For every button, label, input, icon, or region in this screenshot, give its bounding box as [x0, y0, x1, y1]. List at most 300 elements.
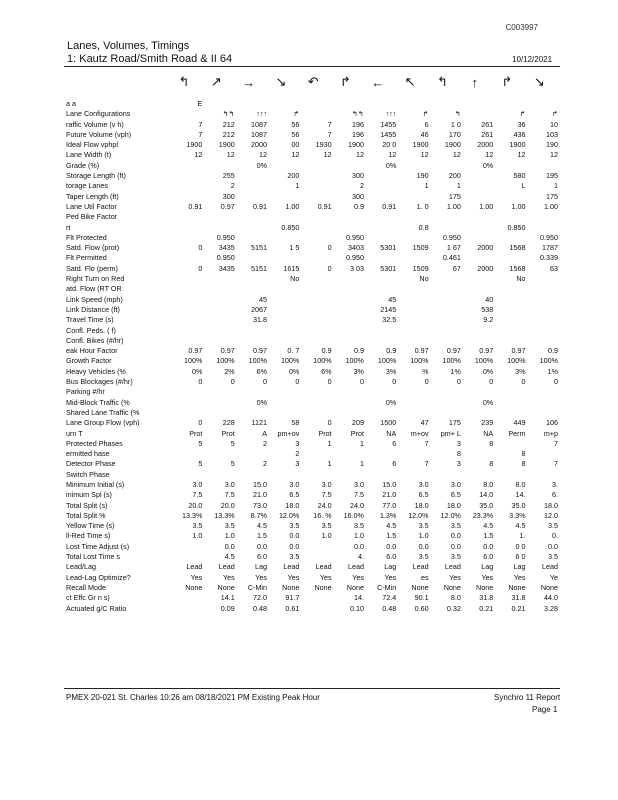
cell-nbr: 1: [456, 181, 461, 191]
cell-sbr: 3.5: [548, 552, 558, 562]
cell-sbl: 31.8: [479, 593, 494, 603]
row-label: Protected Phases: [66, 438, 123, 448]
cell-ebr: C-Min: [247, 582, 268, 592]
table-row: [66, 274, 558, 284]
table-row: [66, 326, 558, 336]
cell-nbt: [396, 387, 428, 397]
cell-nbl: 2145: [380, 304, 397, 314]
cell-wbt: 3.5: [321, 521, 332, 531]
cell-wbt: 16. %: [313, 510, 332, 520]
cell-nbr: pm+ L: [440, 428, 461, 438]
cell-sbl: 0: [489, 377, 494, 387]
page-number: Page 1: [532, 705, 558, 714]
cell-wbr: 3.5: [353, 521, 364, 531]
cell-sbr: [526, 284, 558, 294]
cell-wbt: [299, 181, 331, 191]
table-row: [66, 315, 558, 325]
cell-wbr: [332, 449, 364, 459]
cell-sbl: 0%: [482, 160, 494, 170]
cell-nbl: 15.0: [382, 479, 397, 489]
cell-ebt: [202, 336, 234, 346]
cell-nbl: 1455: [380, 119, 397, 129]
cell-sbl: 0.0: [483, 541, 494, 551]
cell-sbr: Ye: [549, 572, 558, 582]
cell-ebt: [202, 315, 234, 325]
table-row: [66, 120, 558, 130]
cell-ebt: 20.0: [220, 500, 235, 510]
cell-wbt: 0: [327, 243, 332, 253]
table-row: [66, 511, 558, 521]
cell-ebl: [170, 604, 202, 614]
row-label: Lead/Lag: [66, 562, 96, 572]
cell-sbl: [461, 274, 493, 284]
cell-wbl: No: [290, 274, 300, 284]
cell-wbt: 100%: [313, 356, 332, 366]
cell-wbr: [332, 398, 364, 408]
cell-sbl: 261: [481, 119, 494, 129]
cell-sbr: 1%: [547, 366, 558, 376]
bend-up-right-icon: ↱: [501, 74, 513, 89]
cell-wbt: None: [314, 582, 332, 592]
cell-ebr: 45: [259, 294, 268, 304]
cell-nbr: 3: [456, 459, 461, 469]
cell-nbr: 0.461: [442, 253, 461, 263]
table-row: [66, 449, 558, 459]
cell-sbr: [526, 398, 558, 408]
cell-ebl: [170, 593, 202, 603]
cell-wbl: [267, 315, 299, 325]
cell-ebl: 0.97: [188, 346, 203, 356]
cell-ebr: 2000: [251, 140, 268, 150]
cell-nbl: [364, 336, 396, 346]
cell-ebr: 8.7%: [250, 510, 268, 520]
table-row: [66, 604, 558, 614]
cell-wbr: [332, 305, 364, 315]
cell-ebt: [202, 449, 234, 459]
cell-wbl: [267, 398, 299, 408]
cell-nbr: 3.0: [450, 479, 461, 489]
cell-wbl: [267, 336, 299, 346]
cell-nbr: 1 67: [446, 243, 461, 253]
cell-ebt: 212: [222, 129, 235, 139]
cell-nbr: 12.0%: [440, 510, 461, 520]
row-label: Total Split %: [66, 510, 106, 520]
cell-wbr: 1900: [347, 140, 364, 150]
cell-sbr: [526, 99, 558, 109]
cell-wbr: [332, 326, 364, 336]
cell-wbt: 1.0: [321, 531, 332, 541]
row-label: Detector Phase: [66, 459, 116, 469]
cell-sbl: [461, 223, 493, 233]
cell-wbl: 00: [291, 140, 300, 150]
cell-nbl: 1.3%: [379, 510, 397, 520]
cell-wbt: [299, 233, 331, 243]
table-row: [66, 521, 558, 531]
cell-ebl: [170, 212, 202, 222]
cell-nbl: Yes: [384, 572, 397, 582]
cell-sbt: 8: [521, 459, 526, 469]
cell-nbr: 6.5: [450, 490, 461, 500]
cell-wbt: 0: [327, 377, 332, 387]
cell-sbt: [493, 295, 525, 305]
cell-nbl: [364, 408, 396, 418]
cell-ebr: 6.0: [257, 552, 268, 562]
cell-sbl: [461, 99, 493, 109]
cell-ebl: [170, 315, 202, 325]
cell-sbt: 1.: [519, 531, 526, 541]
cell-nbr: 1.00: [446, 201, 461, 211]
table-row: [66, 562, 558, 572]
cell-sbt: Lag: [513, 562, 526, 572]
cell-nbt: 0.8: [418, 222, 429, 232]
cell-sbt: [493, 470, 525, 480]
cell-sbt: [493, 387, 525, 397]
cell-sbl: 261: [481, 129, 494, 139]
cell-ebt: [202, 274, 234, 284]
cell-sbr: 3.: [552, 479, 558, 489]
cell-nbt: Lead: [412, 562, 429, 572]
cell-sbr: 3.28: [544, 603, 558, 613]
row-label: Flt Permitted: [66, 253, 107, 263]
cell-nbl: 32.5: [382, 315, 397, 325]
cell-wbr: [332, 470, 364, 480]
cell-wbl: [267, 408, 299, 418]
cell-sbr: 0.: [552, 531, 558, 541]
cell-ebr: [235, 274, 267, 284]
cell-ebr: 73.0: [253, 500, 268, 510]
cell-ebl: [170, 305, 202, 315]
cell-sbt: 8: [521, 449, 526, 459]
cell-nbr: 0.32: [446, 603, 461, 613]
cell-wbl: 0.61: [285, 603, 300, 613]
cell-nbt: [396, 305, 428, 315]
cell-wbr: 100%: [345, 356, 364, 366]
cell-sbl: 0%: [482, 366, 494, 376]
cell-ebt: 7.5: [224, 490, 235, 500]
cell-ebl: [170, 181, 202, 191]
row-label: Taper Length (ft): [66, 191, 119, 201]
cell-sbr: [526, 326, 558, 336]
cell-sbt: 36: [517, 119, 526, 129]
cell-nbt: 1900: [412, 140, 429, 150]
cell-wbt: [299, 542, 331, 552]
cell-sbl: 6.0: [483, 552, 494, 562]
cell-sbt: 0 0: [515, 541, 526, 551]
cell-sbr: [526, 336, 558, 346]
cell-ebl: [170, 233, 202, 243]
header-divider: [64, 66, 560, 67]
cell-ebt: 0.0: [224, 541, 235, 551]
cell-wbr: [332, 336, 364, 346]
cell-nbr: [429, 398, 461, 408]
cell-sbr: 0.950: [540, 232, 558, 242]
cell-ebr: 6%: [256, 366, 268, 376]
cell-wbt: [299, 99, 331, 109]
cell-ebl: [170, 449, 202, 459]
document-id: C003997: [505, 23, 538, 32]
cell-ebl: [170, 398, 202, 408]
cell-nbt: [396, 99, 428, 109]
cell-nbl: [364, 326, 396, 336]
cell-ebr: 0: [263, 377, 268, 387]
cell-ebt: [202, 387, 234, 397]
table-row: [66, 243, 558, 253]
cell-nbl: 3%: [385, 366, 397, 376]
cell-nbt: [396, 408, 428, 418]
cell-wbl: 100%: [280, 356, 300, 366]
cell-wbt: [299, 398, 331, 408]
cell-wbt: [299, 387, 331, 397]
cell-sbr: 1787: [542, 243, 558, 253]
cell-nbl: C-Min: [377, 582, 397, 592]
cell-sbt: [493, 326, 525, 336]
cell-nbl: 1.5: [386, 531, 397, 541]
cell-wbr: Prot: [350, 428, 364, 438]
table-row: [66, 439, 558, 449]
cell-wbt: [299, 552, 331, 562]
row-label: Mid-Block Traffic (%: [66, 397, 130, 407]
cell-nbl: [364, 181, 396, 191]
table-row: [66, 501, 558, 511]
row-label: Future Volume (vph): [66, 129, 132, 139]
cell-ebr: 0%: [256, 160, 268, 170]
cell-nbl: 0.48: [382, 603, 397, 613]
cell-ebr: 4.5: [257, 521, 268, 531]
cell-ebr: 5151: [251, 243, 268, 253]
cell-nbt: 0: [424, 377, 429, 387]
cell-nbr: 0.950: [442, 232, 461, 242]
cell-sbl: [461, 233, 493, 243]
cell-ebl: [170, 274, 202, 284]
cell-ebt: 0.09: [220, 603, 235, 613]
cell-sbr: 0.339: [540, 253, 558, 263]
cell-sbt: [493, 233, 525, 243]
cell-wbr: [332, 274, 364, 284]
cell-nbt: [396, 326, 428, 336]
cell-ebt: [202, 99, 234, 109]
table-row: [66, 284, 558, 294]
cell-nbr: ↰: [454, 109, 461, 119]
cell-sbt: 8.0: [515, 479, 526, 489]
cell-nbr: [429, 326, 461, 336]
row-label: ermitted hase: [66, 449, 110, 459]
cell-ebr: [235, 223, 267, 233]
table-row: [66, 295, 558, 305]
cell-wbl: 1615: [283, 263, 300, 273]
cell-wbr: 196: [351, 129, 364, 139]
cell-nbr: 3: [456, 438, 461, 448]
cell-ebl: [170, 161, 202, 171]
cell-nbr: [429, 305, 461, 315]
cell-sbt: 580: [513, 171, 526, 181]
cell-nbt: 12: [420, 150, 429, 160]
cell-sbr: [526, 315, 558, 325]
cell-ebr: [235, 336, 267, 346]
cell-wbr: [332, 295, 364, 305]
cell-sbt: None: [508, 582, 526, 592]
cell-nbt: 1.0: [418, 531, 429, 541]
cell-nbt: [396, 336, 428, 346]
cell-nbr: [429, 336, 461, 346]
cell-nbr: 0.0: [450, 541, 461, 551]
cell-sbr: 0.9: [548, 346, 558, 356]
cell-sbr: 7: [554, 459, 558, 469]
cell-wbl: [267, 212, 299, 222]
table-row: [66, 480, 558, 490]
cell-ebt: 0.950: [216, 253, 235, 263]
cell-wbt: [299, 223, 331, 233]
row-label: eak Hour Factor: [66, 346, 118, 356]
cell-wbl: [267, 295, 299, 305]
table-row: [66, 408, 558, 418]
cell-ebr: [235, 408, 267, 418]
cell-nbt: es: [420, 572, 429, 582]
row-label: Confl. Bikes (#/hr): [66, 335, 124, 345]
cell-wbr: 0.950: [345, 253, 364, 263]
cell-wbt: 7.5: [321, 490, 332, 500]
cell-wbl: [267, 387, 299, 397]
cell-sbr: [526, 223, 558, 233]
cell-sbt: 0.21: [511, 603, 526, 613]
cell-ebt: 0.97: [220, 346, 235, 356]
cell-nbr: 12: [452, 150, 461, 160]
table-row: [66, 223, 558, 233]
table-row: [66, 356, 558, 366]
row-label: Switch Phase: [66, 469, 110, 479]
cell-ebl: 7.5: [192, 490, 203, 500]
cell-nbl: 1500: [380, 418, 397, 428]
cell-nbl: 6.0: [386, 552, 397, 562]
cell-wbl: 56: [291, 119, 300, 129]
cell-sbr: 175: [546, 191, 558, 201]
cell-nbr: 1900: [444, 140, 461, 150]
cell-sbt: [493, 192, 525, 202]
cell-ebr: 31.8: [253, 315, 268, 325]
cell-nbr: 1 0: [450, 119, 461, 129]
cell-nbl: [364, 192, 396, 202]
cell-ebl: 0: [198, 263, 203, 273]
cell-ebl: 100%: [184, 356, 203, 366]
cell-wbt: Yes: [319, 572, 332, 582]
turn-u-left-icon: ↰: [178, 74, 190, 89]
cell-wbl: [267, 305, 299, 315]
cell-nbt: [396, 449, 428, 459]
table-row: [66, 459, 558, 469]
table-row: [66, 202, 558, 212]
cell-nbr: [429, 284, 461, 294]
cell-nbr: 0: [456, 377, 461, 387]
cell-wbt: 0.9: [321, 346, 332, 356]
cell-ebl: [170, 408, 202, 418]
cell-wbl: 0.0: [289, 531, 300, 541]
cell-nbr: 3.5: [450, 521, 461, 531]
cell-nbr: [429, 315, 461, 325]
cell-sbr: [526, 161, 558, 171]
cell-sbt: 12: [517, 150, 526, 160]
row-label: ct Effc Gr n s): [66, 593, 110, 603]
cell-nbr: [429, 274, 461, 284]
row-label: Link Speed (mph): [66, 294, 123, 304]
cell-ebt: Lead: [218, 562, 235, 572]
cell-sbl: 23.3%: [472, 510, 494, 520]
cell-sbt: 1568: [509, 243, 526, 253]
row-label: Actuated g/C Ratio: [66, 603, 127, 613]
cell-wbl: 1: [295, 181, 300, 191]
cell-sbl: 2000: [477, 243, 494, 253]
cell-wbt: 0: [327, 263, 332, 273]
arrow-down-right-icon: ↘: [275, 74, 287, 89]
row-label: Flt Protected: [66, 232, 107, 242]
cell-ebl: 13.3%: [182, 510, 203, 520]
cell-sbl: Lag: [481, 562, 494, 572]
cell-nbt: 1. 0: [416, 201, 429, 211]
row-label: Yellow Time (s): [66, 521, 115, 531]
cell-wbl: 0. 7: [287, 346, 300, 356]
cell-sbl: None: [476, 582, 494, 592]
table-row: [66, 490, 558, 500]
table-row: [66, 552, 558, 562]
cell-wbl: [267, 161, 299, 171]
cell-wbl: pm+ov: [277, 428, 300, 438]
row-label: Ped Bike Factor: [66, 212, 118, 222]
cell-sbr: 106: [546, 418, 558, 428]
cell-sbt: [493, 99, 525, 109]
cell-ebl: 20.0: [188, 500, 203, 510]
cell-ebl: 5: [198, 438, 203, 448]
footer-divider: [64, 688, 560, 689]
cell-ebr: 1121: [251, 418, 268, 428]
table-row: [66, 398, 558, 408]
cell-nbl: 45: [388, 294, 397, 304]
cell-ebt: 12: [226, 150, 235, 160]
cell-sbl: 14.0: [479, 490, 494, 500]
cell-wbl: 3.0: [289, 479, 300, 489]
cell-wbl: 58: [291, 418, 300, 428]
cell-ebr: [235, 233, 267, 243]
cell-nbl: [364, 253, 396, 263]
cell-nbl: NA: [386, 428, 397, 438]
cell-ebl: [170, 387, 202, 397]
cell-wbt: [299, 253, 331, 263]
cell-ebr: [235, 181, 267, 191]
cell-ebr: 0.48: [253, 603, 268, 613]
cell-wbr: 16.0%: [343, 510, 364, 520]
cell-wbt: [299, 604, 331, 614]
cell-ebt: [202, 305, 234, 315]
cell-ebl: 0.91: [188, 201, 203, 211]
table-row: [66, 150, 558, 160]
cell-nbr: [429, 408, 461, 418]
cell-ebl: [170, 171, 202, 181]
cell-nbr: [429, 470, 461, 480]
cell-nbr: [429, 223, 461, 233]
cell-sbr: 1: [554, 181, 558, 191]
cell-sbt: Perm: [508, 428, 526, 438]
cell-sbr: Lead: [542, 562, 558, 572]
cell-sbl: 35.0: [479, 500, 494, 510]
cell-wbt: 0: [327, 418, 332, 428]
cell-sbt: [493, 439, 525, 449]
cell-wbt: [299, 326, 331, 336]
cell-nbr: 18.0: [446, 500, 461, 510]
cell-nbl: 0%: [385, 160, 397, 170]
cell-sbl: [461, 181, 493, 191]
cell-ebl: [170, 192, 202, 202]
row-label: Storage Length (ft): [66, 171, 126, 181]
cell-wbr: 0: [359, 377, 364, 387]
table-row: [66, 470, 558, 480]
cell-ebt: [202, 326, 234, 336]
